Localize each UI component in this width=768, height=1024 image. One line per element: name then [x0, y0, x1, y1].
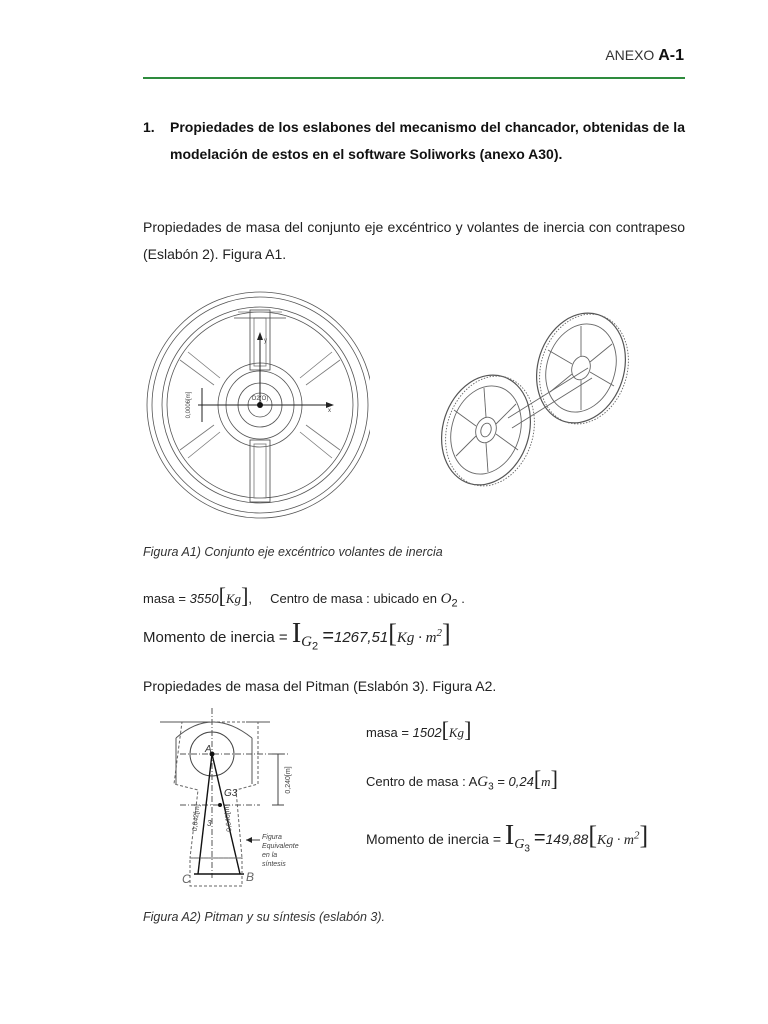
- section-number: 1.: [143, 119, 155, 135]
- cm2-sym: G: [477, 774, 489, 790]
- fig1-origin-label: O2(O): [251, 396, 269, 402]
- inertia1-unit: Kg · m: [396, 630, 437, 646]
- fig2-note-4: síntesis: [262, 861, 286, 868]
- cm2-value: 0,24: [508, 774, 534, 789]
- mass1-line: masa = 3550[Kg], Centro de masa : ubicado en $O_2$ .: [143, 583, 465, 610]
- cm2-eq: =: [497, 774, 505, 789]
- paragraph-eslabon-2: Propiedades de masa del conjunto eje excéntrico y volantes de inercia con contrapeso (Eslabón 2). Figura A1.: [143, 219, 685, 262]
- flywheel-front-view: [146, 288, 370, 522]
- fig2-dim-240: 0,240[m]: [285, 766, 292, 794]
- annex-prefix: ANEXO: [605, 47, 659, 63]
- fig1-x-axis: x: [328, 408, 331, 414]
- inertia1-sub: G: [301, 634, 313, 650]
- section-title: Propiedades de los eslabones del mecanismo del chancador, obtenidas de la modelación de estos en el software Soliworks (anexo A30).: [170, 119, 685, 162]
- fig2-note-1: Figura: [262, 834, 282, 841]
- inertia2-value: 149,88: [545, 831, 589, 847]
- fig2-dim-640: 0,640[m]: [223, 804, 234, 833]
- cm2-unit: m: [541, 774, 551, 789]
- fig2-label-c: C: [182, 872, 191, 886]
- fig2-note-2: Equivalente: [262, 843, 299, 850]
- mass1-label: masa: [143, 591, 175, 606]
- inertia2-symbol: I: [504, 820, 515, 851]
- fig2-note-3: en la: [262, 852, 278, 859]
- inertia2-label: Momento de inercia =: [366, 831, 502, 847]
- section-heading: [143, 114, 685, 167]
- fig2-label-g3: G3: [224, 788, 238, 799]
- mass1-cm-sub: 2: [451, 597, 458, 610]
- mass1-cm-label: Centro de masa : ubicado en: [270, 591, 438, 606]
- mass2-eq: =: [401, 725, 410, 740]
- annex-code: A-1: [658, 47, 684, 64]
- mass1-value: 3550: [189, 591, 219, 606]
- inertia1-eq: =: [322, 625, 334, 647]
- inertia1-exp: 2: [436, 627, 442, 639]
- mass2-label: masa: [366, 725, 398, 740]
- mass1-eq: =: [178, 591, 187, 606]
- inertia1-label: Momento de inercia =: [143, 629, 288, 646]
- cm2-line: Centro de masa : $AG_3 = 0,24[m]$: [366, 766, 558, 793]
- mass2-unit: Kg: [448, 725, 465, 740]
- fig1-dim-label: 0,0006[m]: [186, 391, 192, 419]
- fig2-label-a: A: [205, 744, 212, 755]
- mass1-sep: ,: [248, 591, 253, 606]
- inertia1-symbol: I: [291, 618, 302, 649]
- mass1-cm-point: O: [440, 591, 452, 607]
- cm2-label: Centro de masa : A: [366, 774, 478, 789]
- mass1-end: .: [461, 591, 465, 606]
- mass1-unit: Kg: [225, 591, 242, 606]
- figure-a2-caption: Figura A2) Pitman y su síntesis (eslabón 3).: [143, 910, 385, 924]
- inertia2-unit: Kg · m: [597, 833, 634, 848]
- paragraph-eslabon-3: Propiedades de masa del Pitman (Eslabón 3). Figura A2.: [143, 678, 497, 694]
- inertia2-subsub: 3: [524, 843, 530, 855]
- mass2-line: masa = 1502[Kg]: [366, 717, 472, 742]
- flywheel-isometric-view: [438, 306, 638, 492]
- inertia1-subsub: 2: [312, 640, 319, 653]
- inertia2-exp: 2: [633, 829, 640, 842]
- header-rule: [143, 77, 685, 79]
- fig2-label-3: 3: [207, 819, 212, 828]
- fig1-y-axis: y: [264, 338, 267, 344]
- pitman-drawing: [160, 708, 350, 898]
- inertia2-line: Momento de inercia = $I_{G_3} =149,88[Kg \cdot m^2]$: [366, 820, 649, 855]
- annex-header: [605, 47, 684, 65]
- cm2-sub: 3: [488, 781, 494, 793]
- mass2-value: 1502: [412, 725, 442, 740]
- inertia2-sub: G: [514, 836, 525, 852]
- inertia1-value: 1267,51: [334, 629, 389, 646]
- figure-a1-caption: Figura A1) Conjunto eje excéntrico volantes de inercia: [143, 545, 443, 559]
- fig2-label-b: B: [246, 870, 255, 884]
- inertia2-eq: =: [533, 827, 546, 849]
- inertia1-line: Momento de inercia = $I_{G_2} =1267,51[Kg \cdot m^2]$: [143, 618, 451, 653]
- fig2-dim-642: 0,642[m]: [191, 803, 202, 832]
